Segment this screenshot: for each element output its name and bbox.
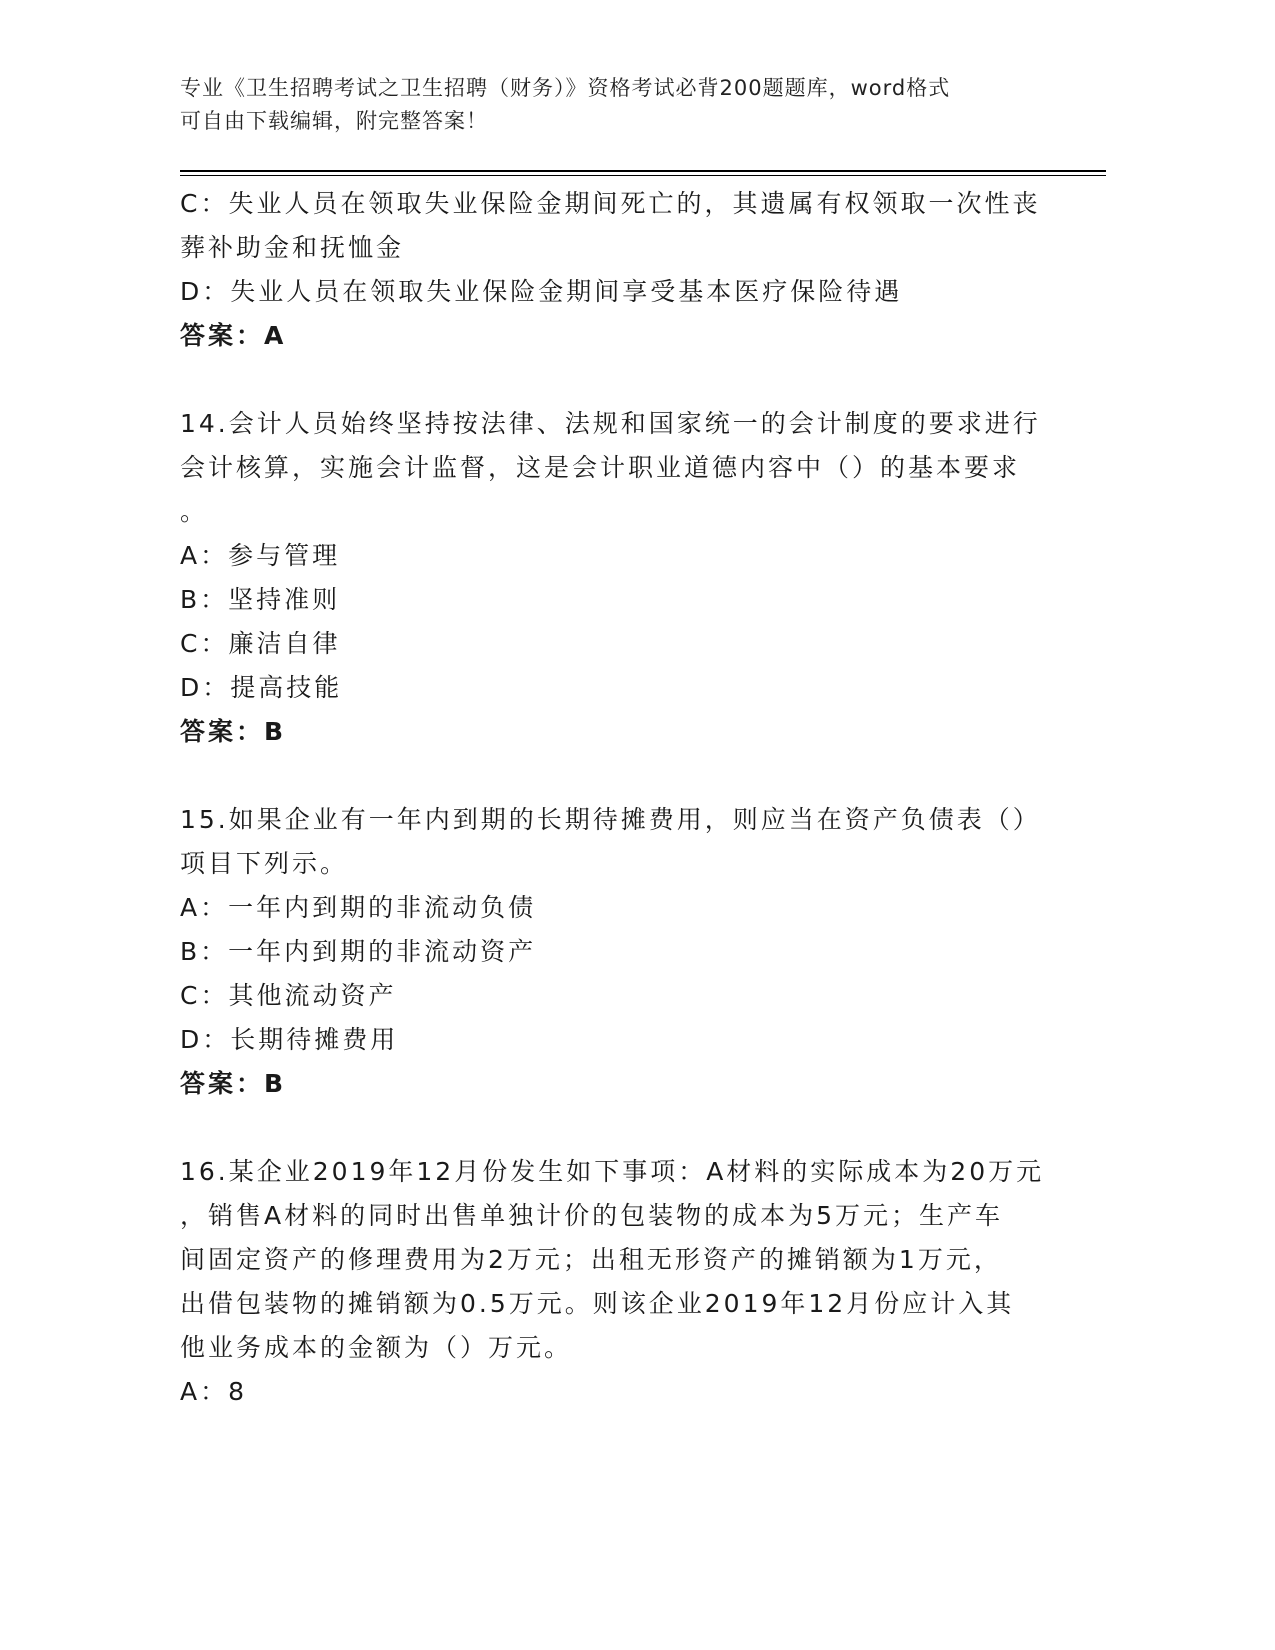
option-c: C：廉洁自律 <box>180 629 341 658</box>
question-stem-continued: 项目下列示。 <box>180 849 349 878</box>
question-stem-continued: ，销售A材料的同时出售单独计价的包装物的成本为5万元；生产车 <box>180 1201 1004 1230</box>
question-stem-continued: 出借包装物的摊销额为0.5万元。则该企业2019年12月份应计入其 <box>180 1289 1015 1318</box>
question-13 <box>180 182 1040 358</box>
option-b: B：一年内到期的非流动资产 <box>180 937 537 966</box>
answer: 答案：A <box>180 321 287 350</box>
option-c: C：失业人员在领取失业保险金期间死亡的，其遗属有权领取一次性丧 <box>180 189 1041 218</box>
option-d: D：长期待摊费用 <box>180 1025 399 1054</box>
question-stem-continued: 他业务成本的金额为（）万元。 <box>180 1333 573 1362</box>
option-c: C：其他流动资产 <box>180 981 397 1010</box>
option-a: A：参与管理 <box>180 541 341 570</box>
question-stem: 16.某企业2019年12月份发生如下事项：A材料的实际成本为20万元 <box>180 1157 1045 1186</box>
question-list <box>180 182 1045 1414</box>
option-a: A：一年内到期的非流动负债 <box>180 893 537 922</box>
header-line-1: 专业《卫生招聘考试之卫生招聘（财务）》资格考试必背200题题库，word格式 <box>180 76 951 100</box>
header-rule-thin <box>180 175 1106 176</box>
answer: 答案：B <box>180 717 287 746</box>
question-14 <box>180 402 1040 754</box>
question-15 <box>180 798 1040 1106</box>
document-header <box>180 72 1040 138</box>
option-d: D：提高技能 <box>180 673 343 702</box>
question-16 <box>180 1150 1045 1414</box>
option-a: A：8 <box>180 1377 248 1406</box>
option-b: B：坚持准则 <box>180 585 341 614</box>
question-stem: 15.如果企业有一年内到期的长期待摊费用，则应当在资产负债表（） <box>180 805 1041 834</box>
header-line-2: 可自由下载编辑，附完整答案！ <box>180 109 488 133</box>
answer: 答案：B <box>180 1069 287 1098</box>
question-stem-continued: 会计核算，实施会计监督，这是会计职业道德内容中（）的基本要求 <box>180 453 1021 482</box>
spacer <box>180 358 1040 402</box>
header-rule-thick <box>180 170 1106 172</box>
question-stem: 14.会计人员始终坚持按法律、法规和国家统一的会计制度的要求进行 <box>180 409 1041 438</box>
spacer <box>180 1106 1040 1150</box>
option-c-continued: 葬补助金和抚恤金 <box>180 233 405 262</box>
question-stem-continued: 。 <box>180 497 209 526</box>
question-stem-continued: 间固定资产的修理费用为2万元；出租无形资产的摊销额为1万元， <box>180 1245 1002 1274</box>
option-d: D：失业人员在领取失业保险金期间享受基本医疗保险待遇 <box>180 277 903 306</box>
spacer <box>180 754 1040 798</box>
